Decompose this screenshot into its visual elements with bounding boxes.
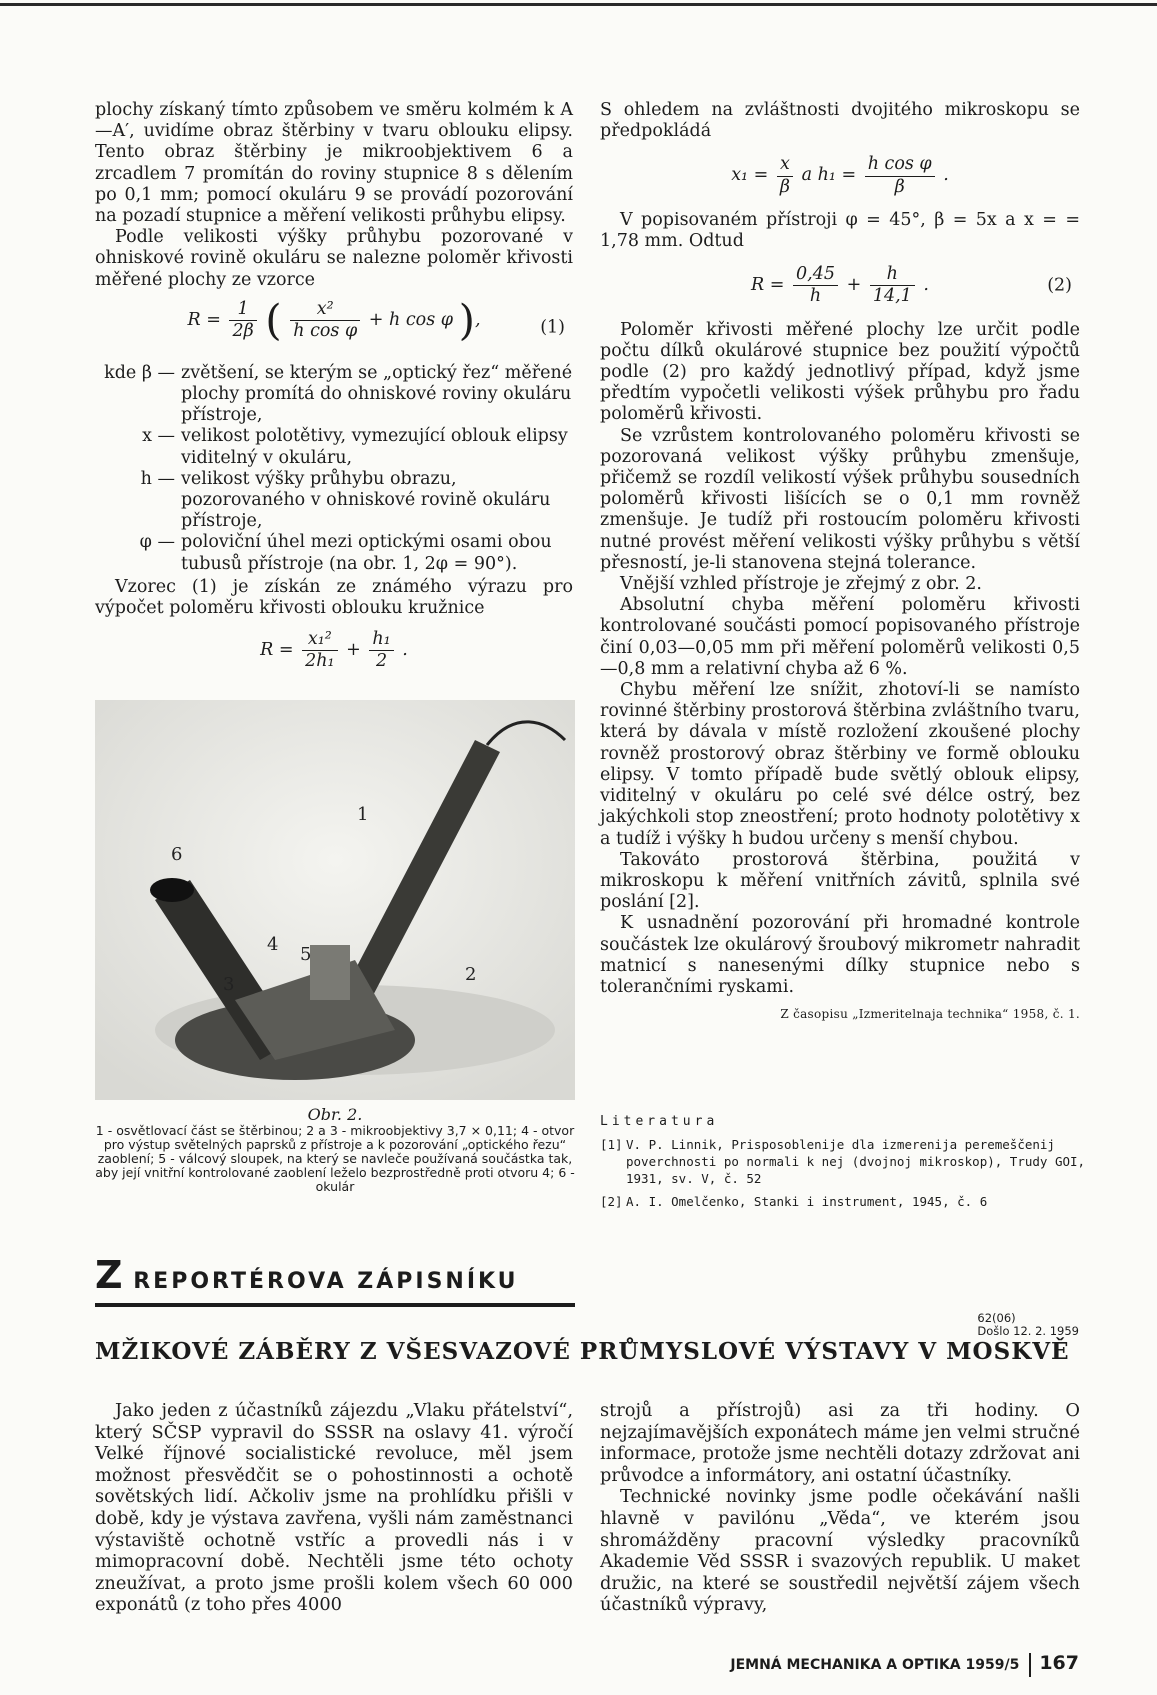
double-microscope-illustration <box>95 700 575 1100</box>
fig-label-1: 1 <box>357 804 369 825</box>
literature-list <box>600 1113 1100 1216</box>
source-note: Z časopisu „Izmeritelnaja technika“ 1958, č. 1. <box>780 1007 1080 1022</box>
article-right-column <box>600 1400 1080 1616</box>
udc-code: 62(06) <box>977 1311 1016 1325</box>
reference-item: [1] V. P. Linnik, Prisposoblenije dla izmerenija peremeščenij poverchnosti po normali k nej (dvojnoj mikroskop), Trudy GOI, 1931, sv. V, č. 52 <box>600 1137 1086 1186</box>
figure-caption <box>95 1105 575 1194</box>
section-heading: Z REPORTÉROVA ZÁPISNÍKU <box>95 1253 575 1307</box>
article-left-column <box>95 1400 573 1616</box>
paragraph: Chybu měření lze snížit, zhotoví-li se namísto rovinné štěrbiny prostorová štěrbina zvláštního tvaru, která by dávala v místě rozložení zkoušené plochy rovněž prostorový obraz štěrbiny ve formě oblouku elipsy. V tomto případě bude světlý oblouk elipsy, viditelný v okuláru po celé své délce ostrý, bez jakýchkoli stop zneostření; proto hodnoty polotětivy x a tudíž i výšky h budou určeny s menší chybou. <box>600 680 1080 849</box>
paragraph: S ohledem na zvláštnosti dvojitého mikroskopu se předpokládá <box>600 100 1080 142</box>
paragraph: Vnější vzhled přístroje je zřejmý z obr. 2. <box>620 574 982 595</box>
page-number: 167 <box>1039 1652 1079 1674</box>
caption-text: 1 - osvětlovací část se štěrbinou; 2 a 3 - mikroobjektivy 3,7 × 0,11; 4 - otvor pro výstup světelných paprsků z přístroje a k pozorování „optického řezu“ zaoblení; 5 - válcový sloupek, na který se navleče používaná součástka tak, aby její vnitřní kontrolované zaoblení leželo bezprostředně proti otvoru 4; 6 - okulár <box>95 1123 575 1194</box>
paragraph: Takováto prostorová štěrbina, použitá v mikroskopu k měření vnitřních závitů, splnila své poslání [2]. <box>600 849 1080 913</box>
paragraph: strojů a přístrojů) asi za tři hodiny. O nejzajímavějších exponátech máme jen velmi stručné informace, protože jsme nechtěli dotazy zdržovat ani průvodce a informátory, ani ostatní účastníky. <box>600 1400 1080 1486</box>
footer-divider <box>1029 1653 1031 1677</box>
paragraph: K usnadnění pozorování při hromadné kontrole součástek lze okulárový šroubový mikrometr nahradit matnicí s nanesenými dílky stupnice nebo s tolerančními ryskami. <box>600 913 1080 997</box>
top-rule <box>0 3 1157 6</box>
journal-name: JEMNÁ MECHANIKA A OPTIKA 1959/5 <box>730 1657 1020 1673</box>
fig-label-6: 6 <box>171 844 183 865</box>
fig-label-5: 5 <box>300 944 312 965</box>
symbol-definitions <box>95 363 573 575</box>
equation-number: (2) <box>1047 275 1072 296</box>
paragraph: Vzorec (1) je získán ze známého výrazu pro výpočet poloměru křivosti oblouku kružnice <box>95 576 573 619</box>
paragraph: V popisovaném přístroji φ = 45°, β = 5x a x = = 1,78 mm. Odtud <box>600 209 1080 252</box>
paragraph: Jako jeden z účastníků zájezdu „Vlaku přátelství“, který SČSP vypravil do SSSR na oslavy 41. výročí Velké říjnové socialistické revoluce, měl jsem možnost přesvědčit se o pohostinnosti a ochotě sovětských lidí. Ačkoliv jsme na prohlídku přišli v době, kdy je výstava zavřena, vyšli nám zaměstnanci výstaviště ochotně vstříc a provedli nás i v mimopracovní době. Nechtěli jsme této ochoty zneužívat, a proto jsme prošli kolem všech 60 000 exponátů (z toho přes 4000 <box>95 1400 573 1616</box>
column-post <box>310 945 350 1000</box>
paragraph: Podle velikosti výšky průhybu pozorované v ohniskové rovině okuláru se nalezne poloměr křivosti měřené plochy ze vzorce <box>95 227 573 290</box>
reference-item: [2] A. I. Omelčenko, Stanki i instrument, 1945, č. 6 <box>600 1194 988 1209</box>
fraction: $\frac{1}{2\beta}$ <box>229 299 256 342</box>
paragraph: Technické novinky jsme podle očekávání našli hlavně v pavilónu „Věda“, ve kterém jsou shromážděny pracovní výsledky pracovníků Akademie Věd SSSR i svazových republik. U maket družic, na které se soustředil největší zájem všech účastníků výpravy, <box>600 1486 1080 1616</box>
fig-label-3: 3 <box>223 974 235 995</box>
instrument-photo <box>95 700 575 1100</box>
definition-row: h — velikost výšky průhybu obrazu, pozorovaného v ohniskové rovině okuláru přístroje, <box>140 468 551 532</box>
paragraph: Se vzrůstem kontrolovaného poloměru křivosti se pozorovaná velikost výšky průhybu zmenšuje, přičemž se rozdíl velikostí výšek průhybu sousedních poloměrů křivosti lišících se o 0,1 mm rovněž zmenšuje. Je tudíž při rostoucím poloměru křivosti nutné provést měření velikosti výšky průhybu s větší přesností, je-li stanovena stejná tolerance. <box>600 425 1080 573</box>
right-column-top <box>600 100 1080 1025</box>
eyepiece-opening <box>150 878 194 902</box>
received-date: Došlo 12. 2. 1959 <box>977 1324 1079 1338</box>
paragraph: plochy získaný tímto způsobem ve směru kolmém k A—A′, uvidíme obraz štěrbiny v tvaru oblouku elipsy. Tento obraz štěrbiny je mikroobjektivem 6 a zrcadlem 7 promítán do roviny stupnice 8 s dělením po 0,1 mm; pomocí okuláru 9 se provádí pozorování na pozadí stupnice a měření velikosti průhybu elipsy. <box>95 100 573 227</box>
fraction: $\frac{\text{x²}}{\text{h cos φ}}$ <box>290 299 360 342</box>
left-column-top <box>95 100 573 679</box>
definition-row: φ — poloviční úhel mezi optickými osami obou tubusů přístroje (na obr. 1, 2φ = 90°). <box>139 532 552 574</box>
paragraph: Poloměr křivosti měřené plochy lze určit podle počtu dílků okulárové stupnice bez použití výpočtů podle (2) pro každý jednotlivý případ, když jsme předtím vypočetli velikosti výšek průhybu pro řadu poloměrů křivosti. <box>600 319 1080 425</box>
article-title: MŽIKOVÉ ZÁBĚRY Z VŠESVAZOVÉ PRŮMYSLOVÉ VÝSTAVY V MOSKVĚ <box>95 1338 1070 1365</box>
formula-substitution: x₁ = $\frac{x}{\beta}$ a h₁ = $\frac{\text{h cos φ}}{\beta}$ . <box>731 154 949 197</box>
formula-circle: R = $\frac{\text{x₁²}}{\text{2h₁}}$ + $\frac{\text{h₁}}{2}$ . <box>260 629 408 672</box>
page-footer <box>730 1652 1079 1677</box>
fig-label-2: 2 <box>465 964 477 985</box>
definition-row: x — velikost polotětivy, vymezující oblouk elipsy viditelný v okuláru, <box>142 426 568 468</box>
article-codes <box>977 1312 1079 1338</box>
formula-2: R = $\frac{0,45}{h}$ + $\frac{h}{14,1}$ . (2) <box>751 264 1072 307</box>
caption-title: Obr. 2. <box>307 1105 363 1124</box>
equation-number: (1) <box>540 317 565 338</box>
definition-row: kde β — zvětšení, se kterým se „optický řez“ měřené plochy promítá do ohniskové roviny okuláru přístroje, <box>104 362 573 426</box>
formula-1: R = $\frac{1}{2\beta}$ ( $\frac{\text{x²}}{\text{h cos φ}}$ + h cos φ ), (1) <box>187 295 565 345</box>
literature-heading: Literatura <box>600 1114 719 1129</box>
paragraph: Absolutní chyba měření poloměru křivosti kontrolované součásti pomocí popisovaného přístroje činí 0,03—0,05 mm při měření poloměrů velikosti 0,5—0,8 mm a relativní chyba až 6 %. <box>600 595 1080 679</box>
fig-label-4: 4 <box>267 934 279 955</box>
